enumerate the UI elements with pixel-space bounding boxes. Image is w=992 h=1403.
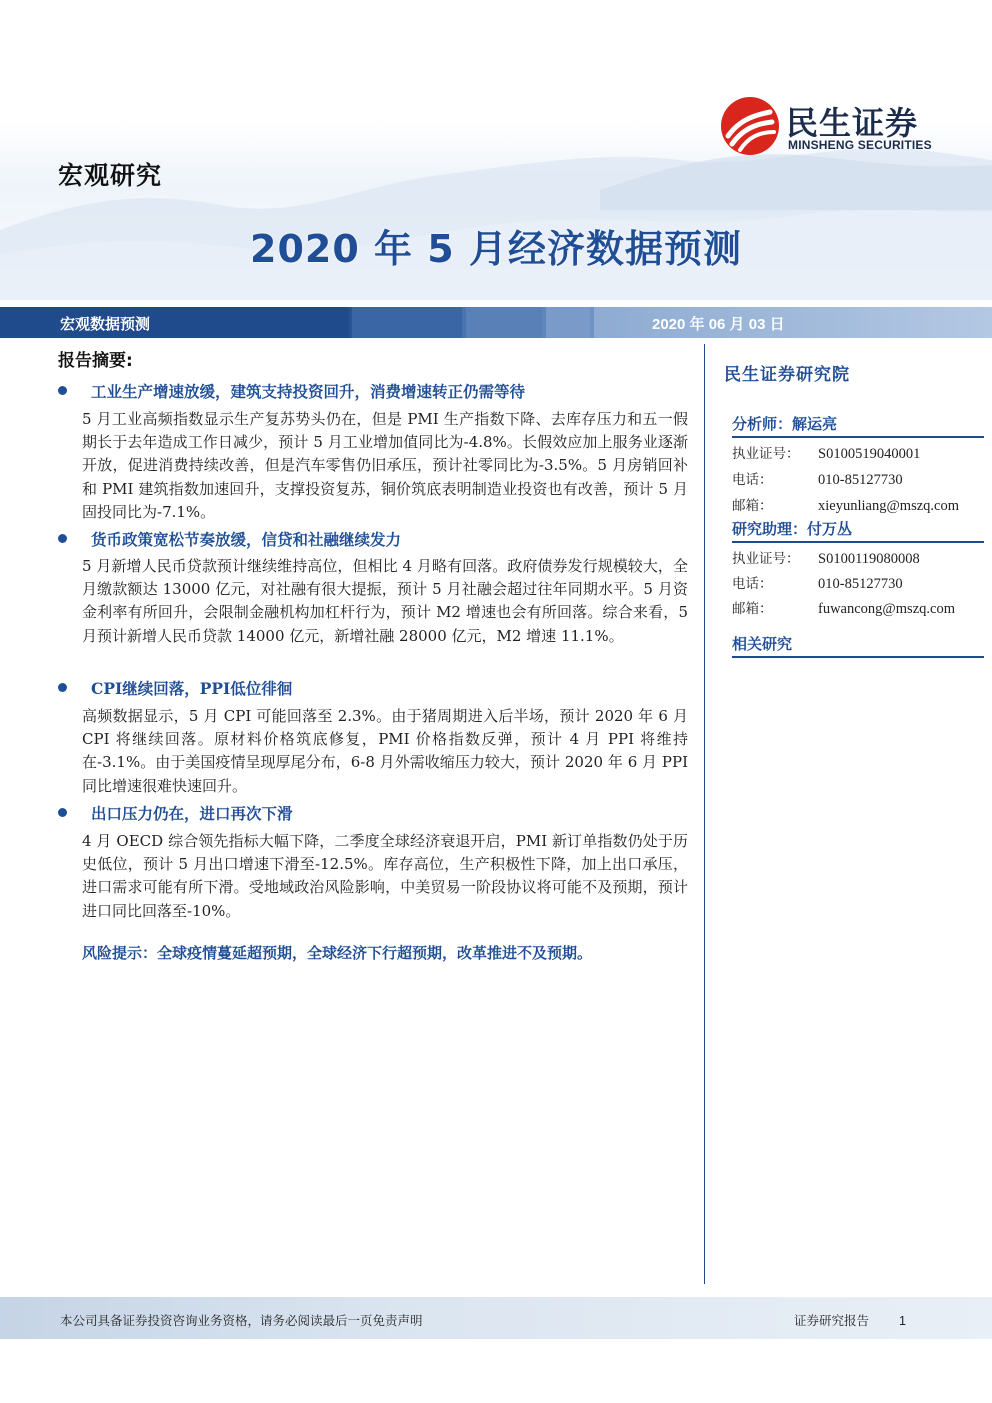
analyst-heading: 分析师：解运亮 [732, 413, 984, 438]
analyst-phone-row: 电话： 010-85127730 [732, 472, 903, 488]
section-heading: 工业生产增速放缓，建筑支持投资回升，消费增速转正仍需等待 [58, 380, 525, 402]
related-research-heading: 相关研究 [732, 633, 984, 658]
page-footer [0, 1297, 992, 1339]
page-number: 1 [899, 1314, 906, 1328]
risk-warning: 风险提示：全球疫情蔓延超预期，全球经济下行超预期，改革推进不及预期。 [82, 944, 593, 962]
analyst-license-row: 执业证号： S0100519040001 [732, 446, 921, 462]
logo-chinese-name: 民生证券 [786, 104, 919, 142]
report-subtype: 宏观数据预测 [60, 315, 151, 333]
footer-report-type: 证券研究报告 [794, 1313, 870, 1328]
footer-info [794, 1311, 906, 1329]
company-logo [720, 96, 950, 156]
bullet-icon [58, 386, 67, 395]
section-heading: CPI继续回落，PPI低位徘徊 [58, 677, 292, 699]
bullet-icon [58, 534, 67, 543]
column-divider [704, 344, 705, 1284]
report-title: 2020 年 5 月经济数据预测 [250, 227, 742, 271]
abstract-heading: 报告摘要: [58, 351, 133, 371]
assistant-license-row: 执业证号： S0100119080008 [732, 551, 920, 567]
section-heading: 货币政策宽松节奏放缓，信贷和社融继续发力 [58, 528, 401, 550]
title-bar [0, 307, 992, 338]
assistant-email-row: 邮箱： fuwancong@mszq.com [732, 601, 955, 617]
logo-emblem-icon [720, 96, 780, 156]
section-paragraph: 5 月新增人民币贷款预计继续维持高位，但相比 4 月略有回落。政府债券发行规模较大，全月缴款额达 13000 亿元，对社融有很大提振，预计 5 月社融会超过往年同期水平。5 月资金利率有所回升，会限制金融机构加杠杆行为，预计 M2 增速也会有所回落。综合来看，5 月预计新增人民币贷款 14000 亿元，新增社融 28000 亿元，M2 增速 11.1%。 [82, 557, 688, 645]
footer-disclaimer: 本公司具备证券投资咨询业务资格，请务必阅读最后一页免责声明 [60, 1313, 423, 1328]
assistant-phone-row: 电话： 010-85127730 [732, 576, 903, 592]
section-paragraph: 5 月工业高频指数显示生产复苏势头仍在，但是 PMI 生产指数下降、去库存压力和五一假期长于去年造成工作日减少，预计 5 月工业增加值同比为-4.8%。长假效应加上服务业逐渐开放，促进消费持续改善，但是汽车零售仍旧承压，预计社零同比为-3.5%。5 月房销回补和 PMI 建筑指数加速回升，支撑投资复苏，铜价筑底表明制造业投资也有改善，预计 5 月固投同比为-7.1%。 [82, 410, 688, 521]
bullet-icon [58, 808, 67, 817]
bullet-icon [58, 683, 67, 692]
logo-english-name: MINSHENG SECURITIES [788, 138, 932, 152]
section-paragraph: 4 月 OECD 综合领先指标大幅下降，二季度全球经济衰退开启，PMI 新订单指数仍处于历史低位，预计 5 月出口增速下滑至-12.5%。库存高位，生产积极性下降，加上出口承压，进口需求可能有所下滑。受地域政治风险影响，中美贸易一阶段协议将可能不及预期，预计进口同比回落至-10%。 [82, 832, 688, 920]
section-heading: 出口压力仍在，进口再次下滑 [58, 802, 293, 824]
assistant-heading: 研究助理：付万丛 [732, 518, 984, 543]
report-category: 宏观研究 [58, 161, 163, 190]
section-paragraph: 高频数据显示，5 月 CPI 可能回落至 2.3%。由于猪周期进入后半场，预计 2020 年 6 月 CPI 将继续回落。原材料价格筑底修复，PMI 价格指数反弹，预计 4 月 PPI 将维持在-3.1%。由于美国疫情呈现厚尾分布，6-8 月外需收缩压力较大，预计 2020 年 6 月 PPI 同比增速很难快速回升。 [82, 707, 688, 795]
analyst-email-row: 邮箱： xieyunliang@mszq.com [732, 498, 960, 514]
report-date: 2020 年 06 月 03 日 [652, 316, 785, 333]
institute-name: 民生证券研究院 [724, 365, 850, 385]
